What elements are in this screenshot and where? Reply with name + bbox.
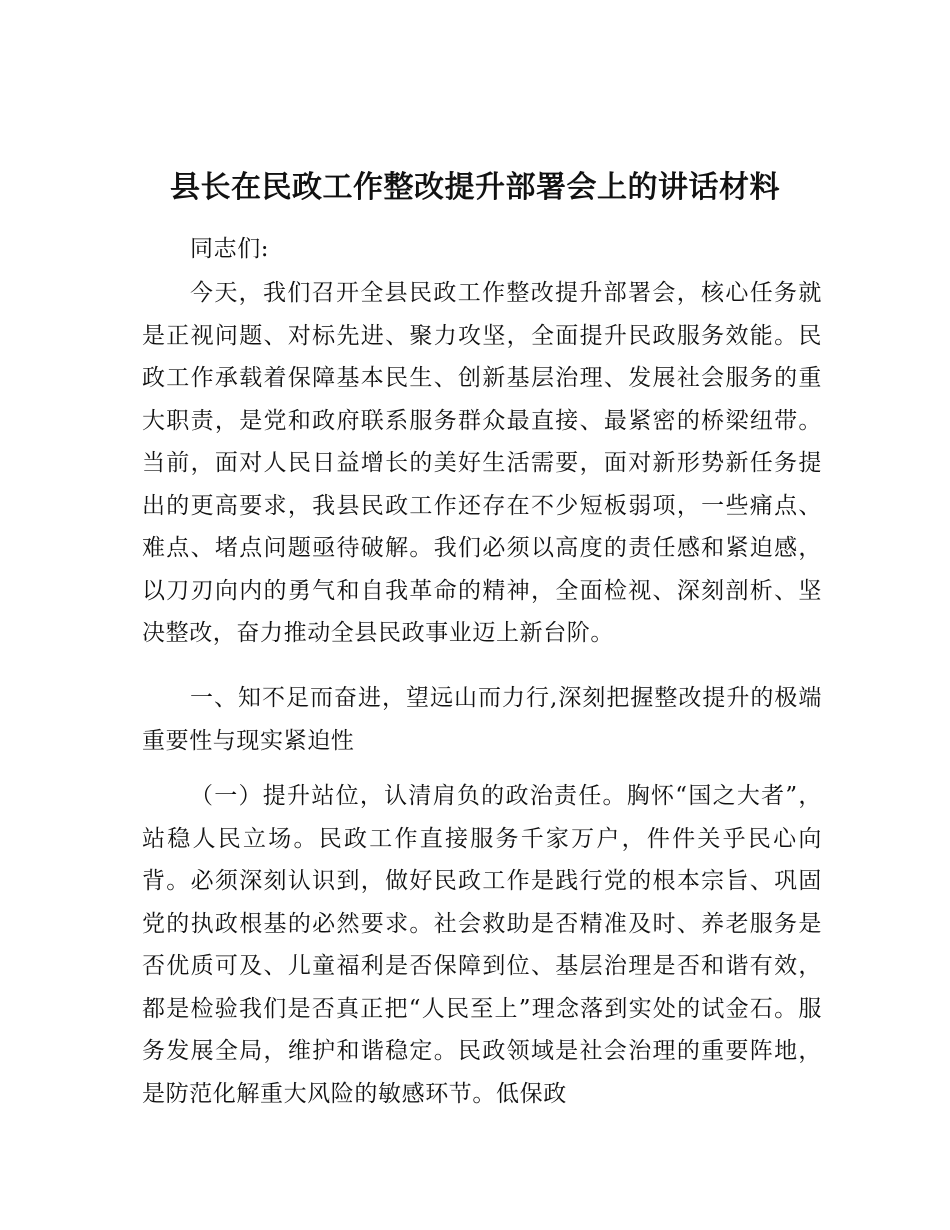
intro-paragraph: 今天，我们召开全县民政工作整改提升部署会，核心任务就是正视问题、对标先进、聚力攻坚，全面提升民政服务效能。民政工作承载着保障基本民生、创新基层治理、发展社会服务的重大职责，是党和政府联系服务群众最直接、最紧密的桥梁纽带。当前，面对人民日益增长的美好生活需要，面对新形势新任务提出的更高要求，我县民政工作还存在不少短板弱项，一些痛点、难点、堵点问题亟待破解。我们必须以高度的责任感和紧迫感，以刀刃向内的勇气和自我革命的精神，全面检视、深刻剖析、坚决整改，奋力推动全县民政事业迈上新台阶。 [142, 280, 822, 646]
section-heading: 一、知不足而奋进，望远山而力行,深刻把握整改提升的极端重要性与现实紧迫性 [142, 685, 822, 754]
document-title: 县长在民政工作整改提升部署会上的讲话材料 [170, 170, 780, 205]
subsection-paragraph: （一）提升站位，认清肩负的政治责任。胸怀“国之大者”，站稳人民立场。民政工作直接服务千家万户，件件关乎民心向背。必须深刻认识到，做好民政工作是践行党的根本宗旨、巩固党的执政根基的必然要求。社会救助是否精准及时、养老服务是否优质可及、儿童福利是否保障到位、基层治理是否和谐有效，都是检验我们是否真正把“人民至上”理念落到实处的试金石。服务发展全局，维护和谐稳定。民政领域是社会治理的重要阵地，是防范化解重大风险的敏感环节。低保政 [142, 783, 822, 1107]
salutation: 同志们: [190, 236, 270, 262]
